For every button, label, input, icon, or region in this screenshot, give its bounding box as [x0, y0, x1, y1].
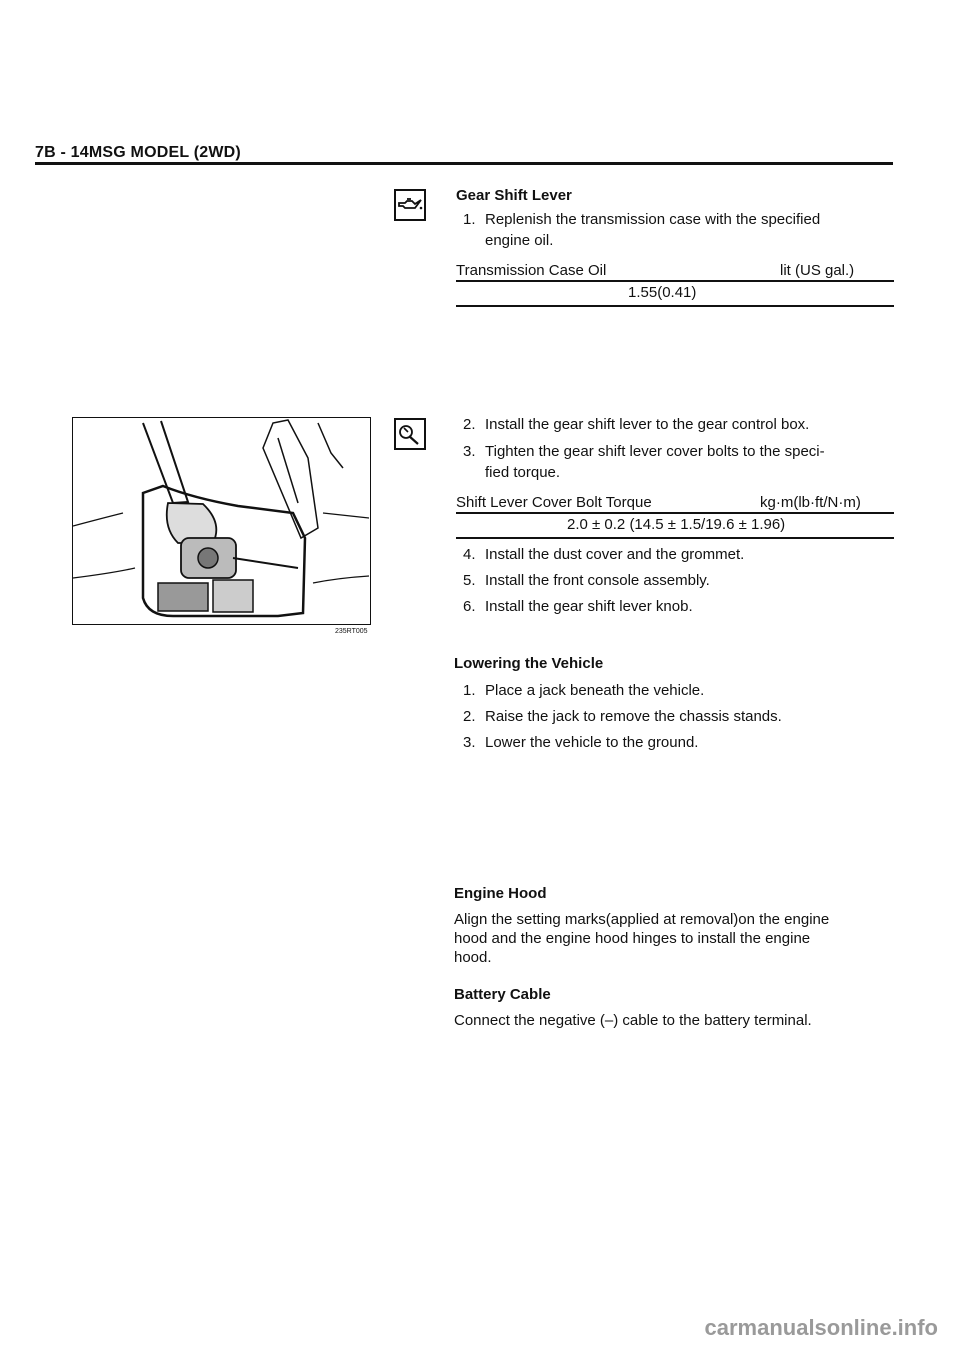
figure-caption: 235RT005 — [335, 628, 368, 635]
step-number: 1. — [463, 682, 476, 699]
torque-spec-label: Shift Lever Cover Bolt Torque — [456, 494, 652, 511]
lowering-heading: Lowering the Vehicle — [454, 655, 604, 672]
install-step-3 — [463, 442, 825, 462]
step-text: Raise the jack to remove the chassis stands. — [485, 708, 782, 725]
battery-text: Connect the negative (–) cable to the battery terminal. — [454, 1012, 812, 1029]
engine-hood-line-2: hood and the engine hood hinges to install the engine — [454, 930, 811, 947]
torque-spec-value: 2.0 ± 0.2 (14.5 ± 1.5/19.6 ± 1.96) — [567, 516, 786, 533]
gear-shift-step-1-cont: engine oil. — [485, 232, 554, 249]
spec-rule-top — [456, 512, 894, 514]
install-step-6 — [463, 597, 693, 617]
step-text: Install the gear shift lever knob. — [485, 598, 693, 615]
watermark: carmanualsonline.info — [704, 1315, 938, 1340]
oil-spec-unit: lit (US gal.) — [780, 262, 855, 279]
engine-hood-heading: Engine Hood — [454, 885, 547, 902]
battery-heading: Battery Cable — [454, 986, 551, 1003]
step-number: 4. — [463, 546, 476, 563]
gear-shift-heading: Gear Shift Lever — [456, 187, 572, 204]
lowering-step-3 — [463, 733, 698, 753]
engine-hood-line-1: Align the setting marks(applied at removal)on the engine — [454, 911, 830, 928]
install-step-5 — [463, 571, 710, 591]
step-text: Replenish the transmission case with the specified — [485, 211, 821, 228]
step-number: 1. — [463, 211, 476, 228]
step-text: Install the gear shift lever to the gear control box. — [485, 416, 810, 433]
install-step-4 — [463, 545, 744, 565]
torque-spec-unit: kg·m(lb·ft/N·m) — [760, 494, 861, 511]
oil-can-icon — [394, 189, 426, 221]
header-rule — [35, 162, 893, 165]
gear-shift-step-1 — [463, 210, 820, 230]
step-text: Tighten the gear shift lever cover bolts to the speci- — [485, 443, 825, 460]
step-number: 2. — [463, 416, 476, 433]
step-text: Lower the vehicle to the ground. — [485, 734, 699, 751]
step-number: 2. — [463, 708, 476, 725]
spec-rule-top — [456, 280, 894, 282]
step-text: Install the front console assembly. — [485, 572, 710, 589]
oil-spec-label: Transmission Case Oil — [456, 262, 607, 279]
page-header: 7B - 14MSG MODEL (2WD) — [35, 144, 241, 161]
lowering-step-1 — [463, 681, 704, 701]
spec-rule-bottom — [456, 537, 894, 539]
oil-spec-value: 1.55(0.41) — [628, 284, 697, 301]
step-number: 3. — [463, 734, 476, 751]
wrench-icon — [394, 418, 426, 450]
step-text: Install the dust cover and the grommet. — [485, 546, 745, 563]
engine-hood-line-3: hood. — [454, 949, 492, 966]
step-number: 5. — [463, 572, 476, 589]
step-number: 6. — [463, 598, 476, 615]
install-step-3-cont: fied torque. — [485, 464, 561, 481]
step-text: Place a jack beneath the vehicle. — [485, 682, 705, 699]
install-step-2 — [463, 415, 809, 435]
gear-shift-figure — [72, 417, 371, 625]
spec-rule-bottom — [456, 305, 894, 307]
step-number: 3. — [463, 443, 476, 460]
lowering-step-2 — [463, 707, 782, 727]
